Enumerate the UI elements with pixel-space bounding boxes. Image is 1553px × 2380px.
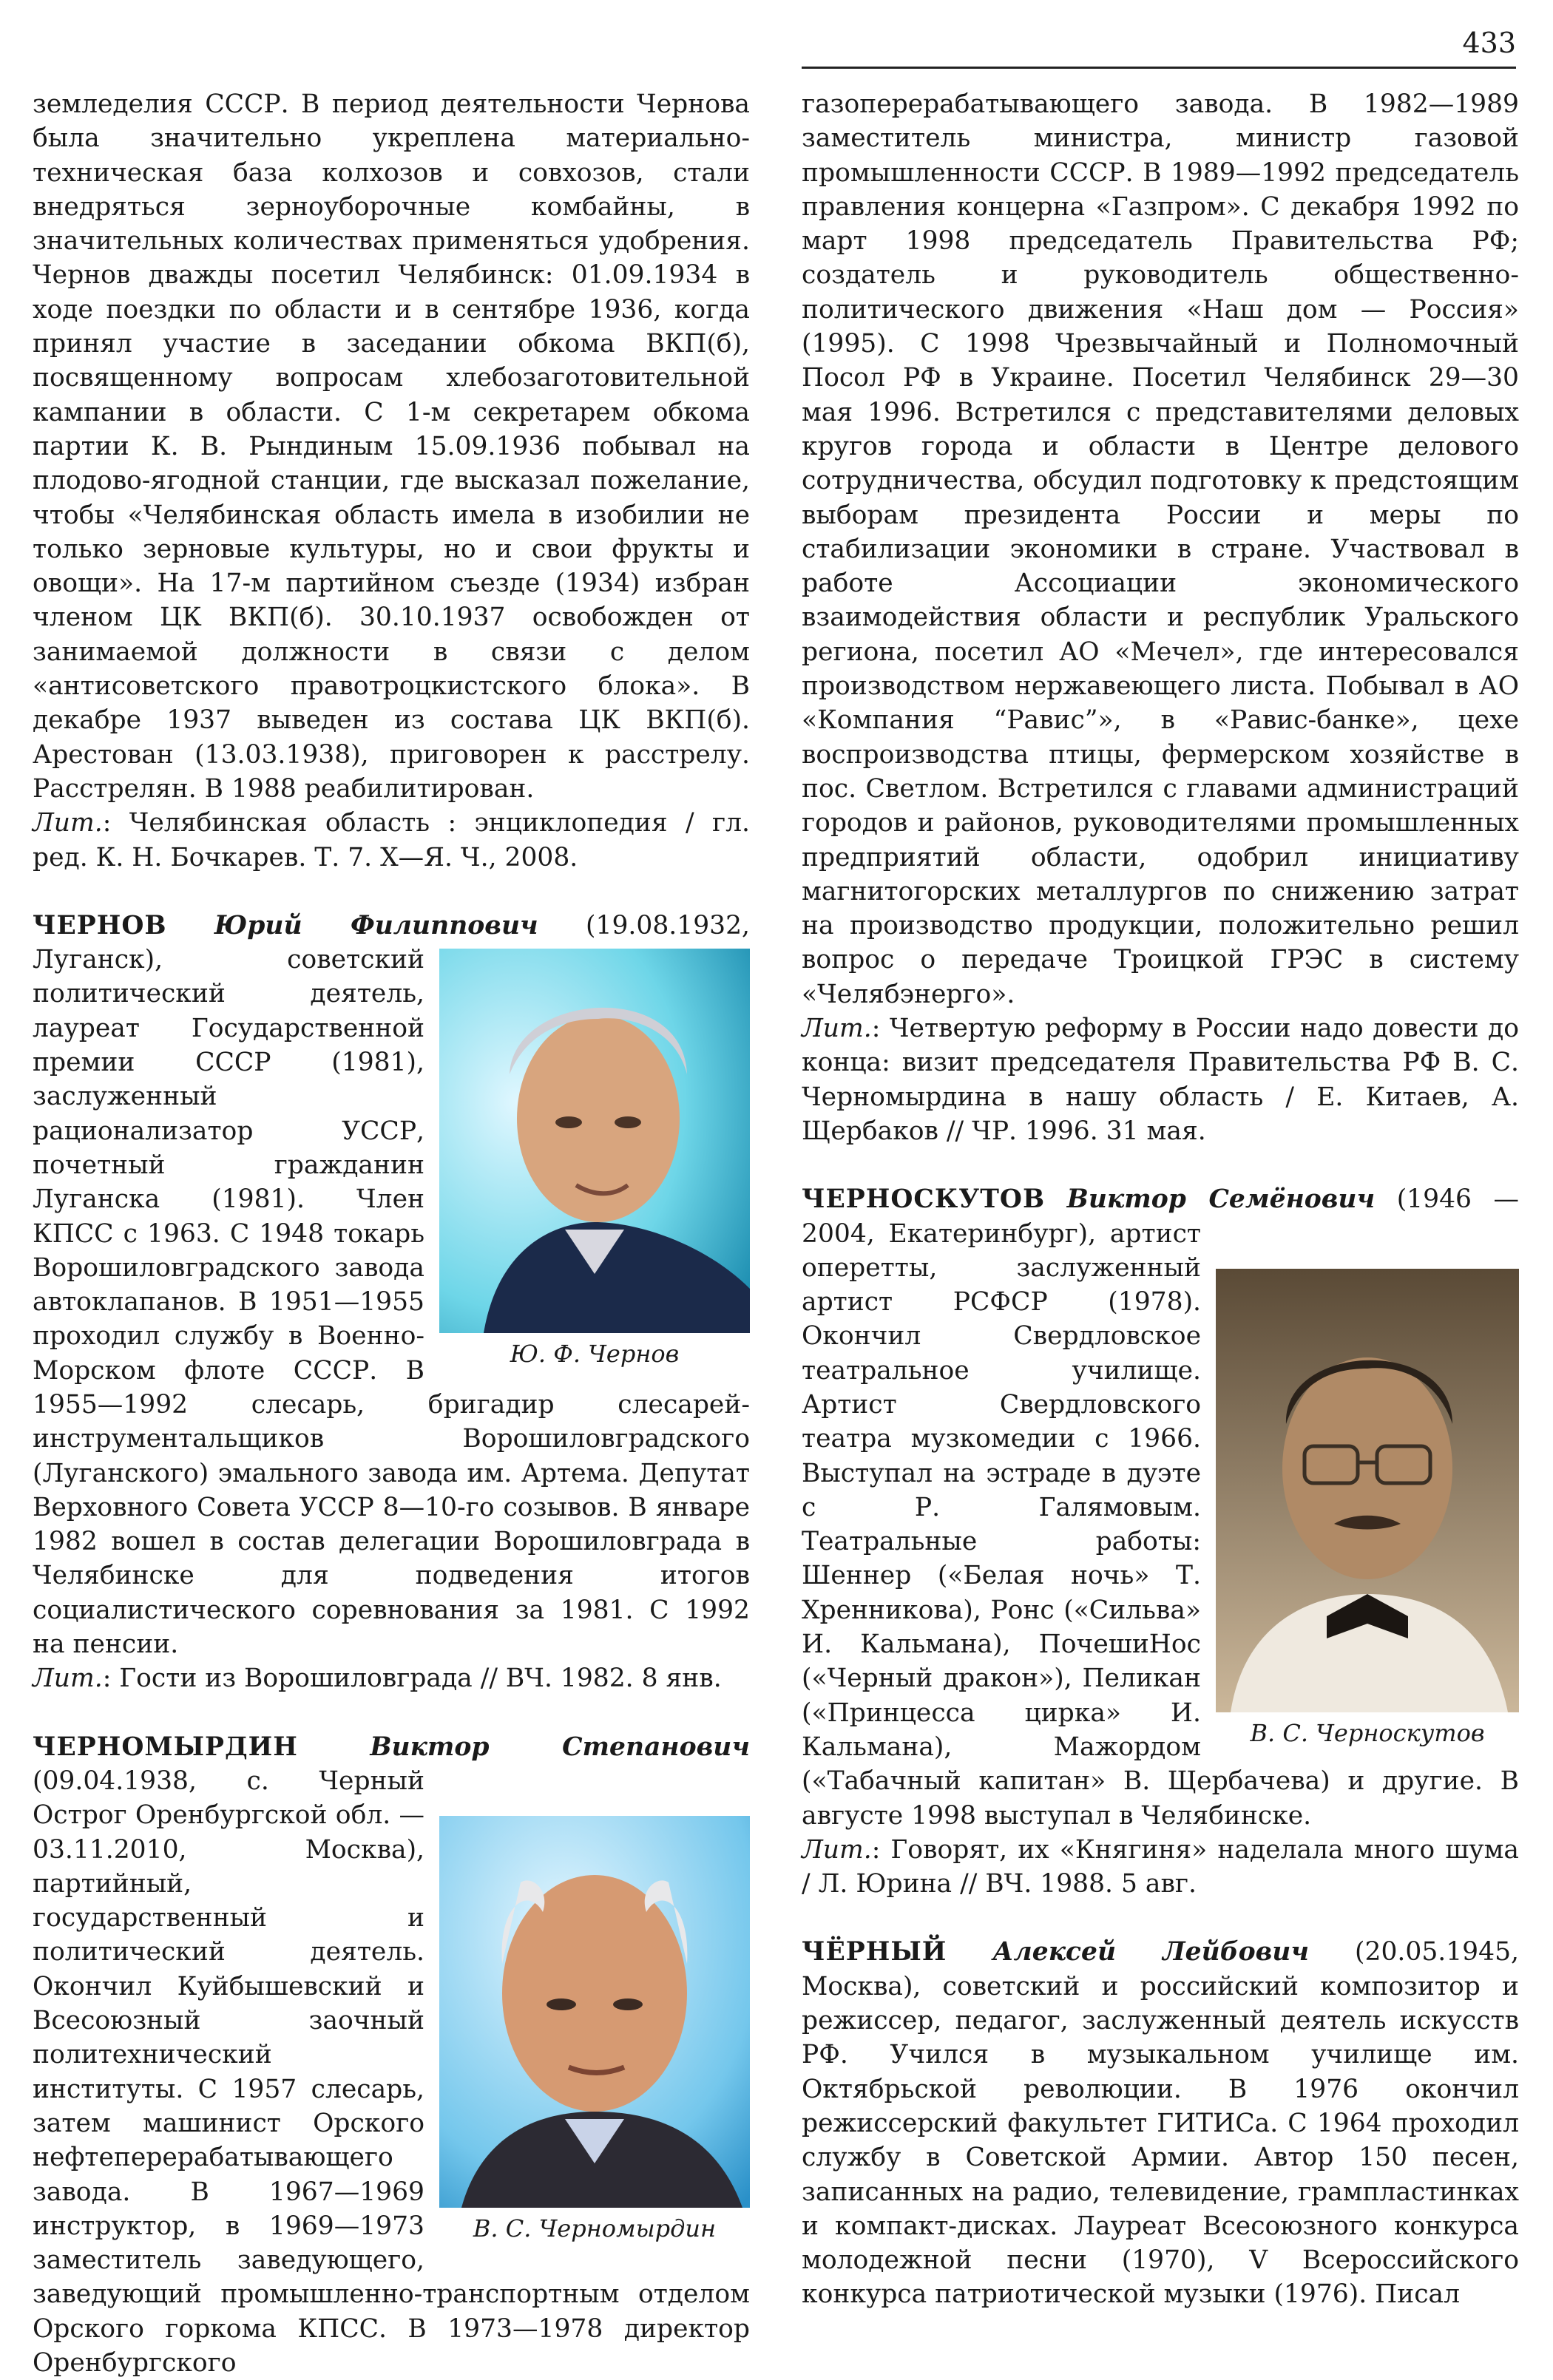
caption-chernov: Ю. Ф. Чернов [510,1340,680,1369]
photo-chernomyrdin [439,1816,750,2252]
left-column [33,87,750,2380]
photo-chernoskutov [1216,1269,1519,1757]
lit-chernov: Лит.: Гости из Ворошиловграда // ВЧ. 1982. 8 янв. [33,1664,722,1694]
portrait-chernoskutov [1216,1269,1519,1712]
entry-cherny: ЧЁРНЫЙ Алексей Лейбович (20.05.1945, Москва), советский и российский композитор и режиссер, педагог, заслуженный деятель искусств РФ. Учился в музыкальном училище им. Октябрьской революции. В 1976 окончил режиссерский факультет ГИТИСа. С 1964 проходил службу в Советской Армии. Автор 150 песен, записанных на радио, телевидение, грампластинках и компакт-дисках. Лауреат Всесоюзного конкурса молодежной песни (1970), V Всероссийского конкурса патриотической музыки (1976). Писал [802,1937,1519,2310]
headword-given: Алексей Лейбович [992,1937,1310,1967]
right-column [802,87,1519,2312]
page-number: 433 [1462,27,1516,59]
headword: ЧЕРНОВ [33,910,167,940]
photo-chernov [439,949,750,1377]
entry-chernov: ЧЕРНОВ Юрий Филиппович Ю. Ф. Чернов (19.08.1932, Луганск), советский политический деятель, лауреат Государственной премии СССР (1981), заслуженный рационализатор УССР, почетный гражданин Луганска (1981). Член КПСС с 1963. С 1948 токарь Ворошиловградского завода автоклапанов. В 1951—1955 проходил службу в Военно-Морском флоте СССР. В 1955—1992 слесарь, бригадир слесарей-инструментальщиков Ворошиловградского (Луганского) эмального завода им. Артема. Депутат Верховного Совета УССР 8—10-го созывов. В январе 1982 вошел в состав делегации Ворошиловграда в Челябинске для подведения итогов социалистического соревнования за 1981. С 1992 на пенсии. [33,910,751,1660]
continuation-lit: Лит.: Челябинская область : энциклопедия / гл. ред. К. Н. Бочкарев. Т. 7. Х—Я. Ч., 2008. [33,808,750,872]
headword: ЧЕРНОСКУТОВ [802,1184,1046,1215]
chernomyrdin-continuation: газоперерабатывающего завода. В 1982—1989 заместитель министра, министр газовой промышленности СССР. В 1989—1992 председатель правления концерна «Газпром». С декабря 1992 по март 1998 председатель Правительства РФ; создатель и руководитель общественно-политического движения «Наш дом — Россия» (1995). С 1998 Чрезвычайный и Полномочный Посол РФ в Украине. Посетил Челябинск 29—30 мая 1996. Встретился с представителями деловых кругов города и области в Центре делового сотрудничества, обсудил подготовку к предстоящим выборам президента России и меры по стабилизации экономики в стране. Участвовал в работе Ассоциации экономического взаимодействия области и республик Уральского региона, посетил АО «Мечел», где интересовался производством нержавеющего листа. Побывал в АО «Компания “Равис”», в «Равис-банке», цехе воспроизводства птицы, фермерском хозяйстве в пос. Светлом. Встретился с главами администраций городов и районов, руководителями промышленных предприятий области, одобрил инициативу магнитогорских металлургов по снижению затрат на производство продукции, положительно решил вопрос о передаче Троицкой ГРЭС в систему «Челябэнерго». [802,89,1519,1009]
entry-chernomyrdin: ЧЕРНОМЫРДИН Виктор Степанович В. С. Черномырдин (09.04.1938, с. Черный Острог Оренбургской обл. — 03.11.2010, Москва), партийный, государственный и политический деятель. Окончил Куйбышевский и Всесоюзный заочный политехнический институты. С 1957 слесарь, затем машинист Орского нефтеперерабатывающего завода. В 1967—1969 инструктор, в 1969—1973 заместитель заведующего, заведующий промышленно-транспортным отделом Орского горкома КПСС. В 1973—1978 директор Оренбургского [33,1732,750,2378]
lit-chernoskutov: Лит.: Говорят, их «Княгиня» наделала много шума / Л. Юрина // ВЧ. 1988. 5 авг. [802,1834,1519,1899]
headword: ЧЕРНОМЫРДИН [33,1732,298,1762]
continuation-text: земледелия СССР. В период деятельности Чернова была значительно укреплена материально-техническая база колхозов и совхозов, стали внедряться зерноуборочные комбайны, в значительных количествах применяться удобрения. Чернов дважды посетил Челябинск: 01.09.1934 в ходе поездки по области и в сентябре 1936, когда принял участие в заседании обкома ВКП(б), посвященному вопросам хлебозаготовительной кампании в области. С 1-м секретарем обкома партии К. В. Рындиным 15.09.1936 побывал на плодово-ягодной станции, где высказал пожелание, чтобы «Челябинская область имела в изобилии не только зерновые культуры, но и свои фрукты и овощи». На 17-м партийном съезде (1934) избран членом ЦК ВКП(б). 30.10.1937 освобожден от занимаемой должности в связи с делом «антисоветского правотроцкистского блока». В декабре 1937 выведен из состава ЦК ВКП(б). Арестован (13.03.1938), приговорен к расстрелу. Расстрелян. В 1988 реабилитирован. [33,89,750,804]
entry-chernoskutov: ЧЕРНОСКУТОВ Виктор Семёнович В. С. Черноскутов (1946 — 2004, Екатеринбург), артист оперетты, заслуженный артист РСФСР (1978). Окончил Свердловское театральное училище. Артист Свердловского театра музкомедии с 1966. Выступал на эстраде в дуэте с Р. Галямовым. Театральные работы: Шеннер («Белая ночь» Т. Хренникова), Ронс («Сильва» И. Кальмана), ПочешиНос («Черный дракон»), Пеликан («Принцесса цирка» И. Кальмана), Мажордом («Табачный капитан» В. Щербачева) и другие. В августе 1998 выступал в Челябинске. [802,1184,1519,1831]
portrait-chernomyrdin [439,1816,750,2208]
portrait-chernov [439,949,750,1333]
headword-given: Виктор Семёнович [1066,1184,1376,1215]
headword-given: Виктор Степанович [370,1732,750,1762]
lit-chernomyrdin: Лит.: Четвертую реформу в России надо довести до конца: визит председателя Правительства РФ В. С. Черномырдина в нашу область / Е. Китаев, А. Щербаков // ЧР. 1996. 31 мая. [802,1014,1519,1146]
caption-chernomyrdin: В. С. Черномырдин [473,2214,717,2242]
caption-chernoskutov: В. С. Черноскутов [1250,1718,1485,1747]
header-rule [802,67,1516,69]
headword: ЧЁРНЫЙ [802,1937,947,1967]
headword-given: Юрий Филиппович [214,910,538,940]
